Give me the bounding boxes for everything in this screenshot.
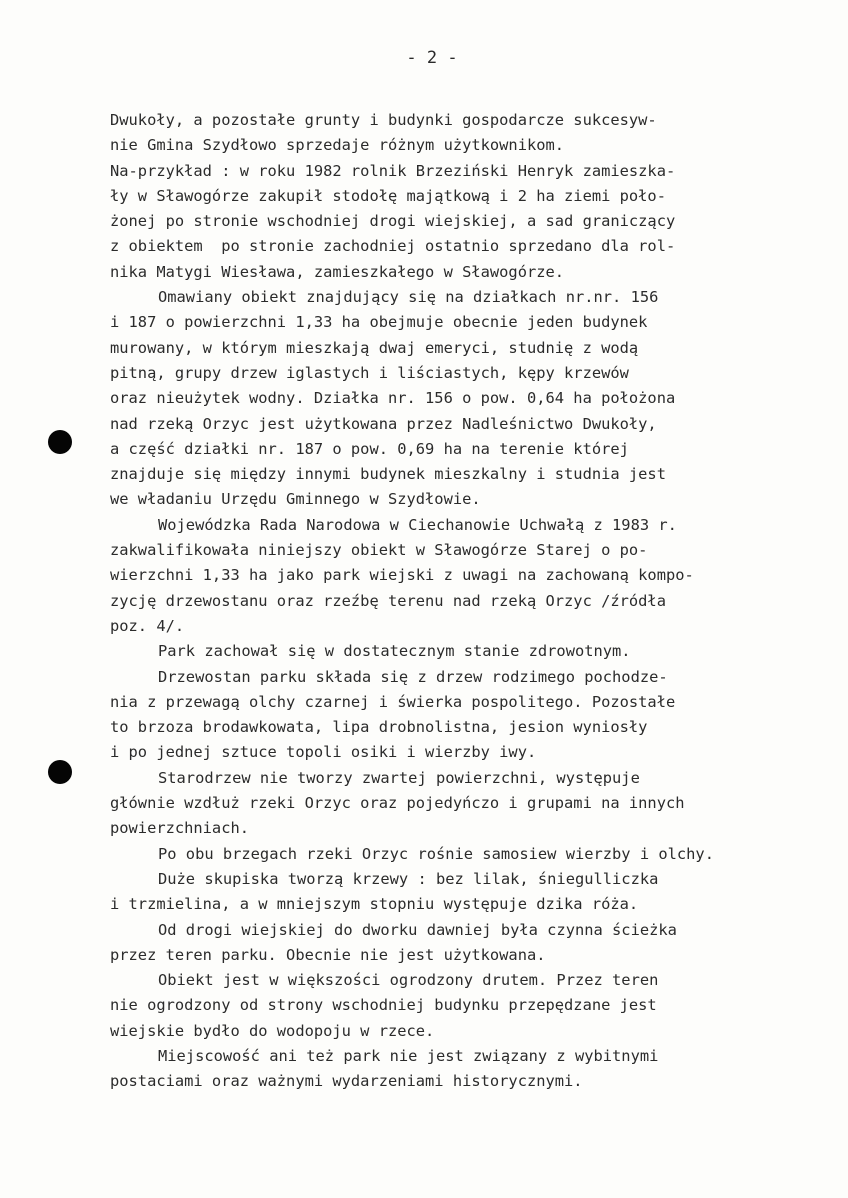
text-line: Od drogi wiejskiej do dworku dawniej była czynna ścieżka xyxy=(158,920,677,939)
text-line: Miejscowość ani też park nie jest związany z wybitnymi xyxy=(158,1046,659,1065)
text-line: Wojewódzka Rada Narodowa w Ciechanowie Uchwałą z 1983 r. xyxy=(158,515,677,534)
text-line: a część działki nr. 187 o pow. 0,69 ha na terenie której xyxy=(110,439,629,458)
punch-hole-upper xyxy=(48,430,72,454)
text-line: Duże skupiska tworzą krzewy : bez lilak, śniegulliczka xyxy=(158,869,659,888)
text-line: znajduje się między innymi budynek mieszkalny i studnia jest xyxy=(110,465,666,484)
text-line: i po jednej sztuce topoli osiki i wierzby iwy. xyxy=(110,743,537,762)
text-line: murowany, w którym mieszkają dwaj emeryci, studnię z wodą xyxy=(110,338,639,357)
text-line: we władaniu Urzędu Gminnego w Szydłowie. xyxy=(110,490,481,509)
punch-hole-lower xyxy=(48,760,72,784)
text-line: Omawiany obiekt znajdujący się na działkach nr.nr. 156 xyxy=(158,288,659,307)
text-line: z obiektem po stronie zachodniej ostatnio sprzedano dla rol- xyxy=(110,237,676,256)
text-line: przez teren parku. Obecnie nie jest użytkowana. xyxy=(110,945,546,964)
text-line: Na-przykład : w roku 1982 rolnik Brzeziński Henryk zamieszka- xyxy=(110,161,676,180)
text-line: zakwalifikowała niniejszy obiekt w Sławogórze Starej o po- xyxy=(110,541,648,560)
page-number: - 2 - xyxy=(406,48,458,68)
text-line: nie Gmina Szydłowo sprzedaje różnym użytkownikom. xyxy=(110,136,565,155)
text-line: oraz nieużytek wodny. Działka nr. 156 o pow. 0,64 ha położona xyxy=(110,389,676,408)
text-line: postaciami oraz ważnymi wydarzeniami historycznymi. xyxy=(110,1072,583,1091)
text-line: to brzoza brodawkowata, lipa drobnolistna, jesion wyniosły xyxy=(110,718,648,737)
text-line: wierzchni 1,33 ha jako park wiejski z uwagi na zachowaną kompo- xyxy=(110,566,694,585)
text-line: pitną, grupy drzew iglastych i liściastych, kępy krzewów xyxy=(110,363,629,382)
text-line: Starodrzew nie tworzy zwartej powierzchni, występuje xyxy=(158,768,640,787)
text-line: i trzmielina, a w mniejszym stopniu występuje dzika róża. xyxy=(110,895,639,914)
text-line: ły w Sławogórze zakupił stodołę majątkową i 2 ha ziemi poło- xyxy=(110,186,666,205)
document-body xyxy=(110,108,830,1095)
text-line: nad rzeką Orzyc jest użytkowana przez Nadleśnictwo Dwukoły, xyxy=(110,414,657,433)
text-line: nika Matygi Wiesława, zamieszkałego w Sławogórze. xyxy=(110,262,565,281)
text-line: Obiekt jest w większości ogrodzony drutem. Przez teren xyxy=(158,971,659,990)
text-line: nie ogrodzony od strony wschodniej budynku przepędzane jest xyxy=(110,996,657,1015)
text-line: Drzewostan parku składa się z drzew rodzimego pochodze- xyxy=(158,667,668,686)
text-line: wiejskie bydło do wodopoju w rzece. xyxy=(110,1021,435,1040)
text-line: powierzchniach. xyxy=(110,819,249,838)
text-line: żonej po stronie wschodniej drogi wiejskiej, a sad graniczący xyxy=(110,212,676,231)
text-line: Dwukoły, a pozostałe grunty i budynki gospodarcze sukcesyw- xyxy=(110,111,657,129)
text-line: zycję drzewostanu oraz rzeźbę terenu nad rzeką Orzyc /źródła xyxy=(110,591,666,610)
text-line: poz. 4/. xyxy=(110,616,185,635)
text-line: Po obu brzegach rzeki Orzyc rośnie samosiew wierzby i olchy. xyxy=(158,844,714,863)
text-line: nia z przewagą olchy czarnej i świerka pospolitego. Pozostałe xyxy=(110,692,676,711)
text-line: Park zachował się w dostatecznym stanie zdrowotnym. xyxy=(158,642,631,661)
text-line: głównie wzdłuż rzeki Orzyc oraz pojedyńczo i grupami na innych xyxy=(110,794,685,813)
text-line: i 187 o powierzchni 1,33 ha obejmuje obecnie jeden budynek xyxy=(110,313,648,332)
